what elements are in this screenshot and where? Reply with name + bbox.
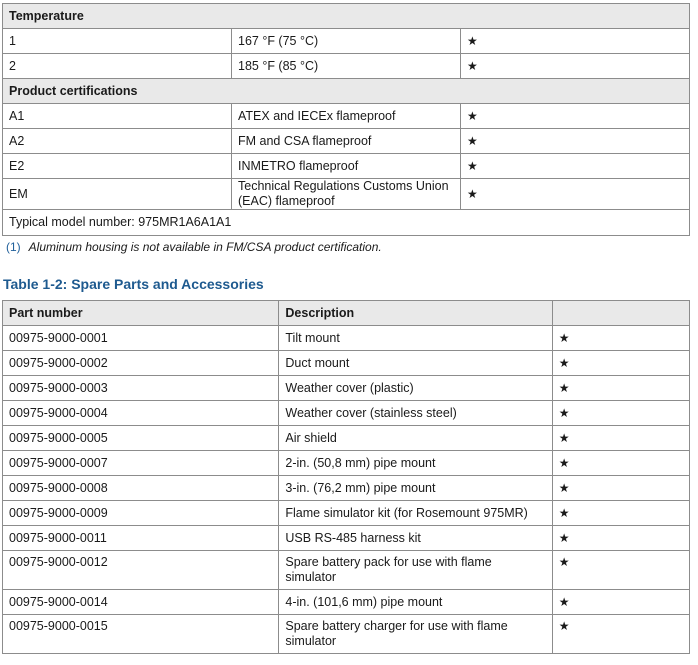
column-header-mark bbox=[552, 301, 689, 326]
part-number: 00975-9000-0001 bbox=[3, 326, 279, 351]
table-row bbox=[3, 551, 690, 590]
spare-parts-table bbox=[2, 300, 690, 654]
part-number: 00975-9000-0014 bbox=[3, 590, 279, 615]
table-row bbox=[3, 376, 690, 401]
table-row bbox=[3, 526, 690, 551]
part-number: 00975-9000-0004 bbox=[3, 401, 279, 426]
part-description: Flame simulator kit (for Rosemount 975MR) bbox=[279, 501, 552, 526]
option-description: FM and CSA flameproof bbox=[232, 129, 461, 154]
table-row bbox=[3, 590, 690, 615]
option-description: Technical Regulations Customs Union (EAC) flameproof bbox=[232, 179, 461, 210]
star-icon: ★ bbox=[552, 376, 689, 401]
typical-model-number: Typical model number: 975MR1A6A1A1 bbox=[3, 210, 690, 236]
table-row bbox=[3, 426, 690, 451]
footnote-number: (1) bbox=[6, 240, 21, 254]
star-icon: ★ bbox=[552, 351, 689, 376]
table-row bbox=[3, 615, 690, 654]
table-row bbox=[3, 54, 690, 79]
star-icon: ★ bbox=[552, 615, 689, 654]
part-description: Weather cover (stainless steel) bbox=[279, 401, 552, 426]
part-description: 4-in. (101,6 mm) pipe mount bbox=[279, 590, 552, 615]
model-options-table bbox=[2, 3, 690, 236]
column-header-part-number: Part number bbox=[3, 301, 279, 326]
column-header-description: Description bbox=[279, 301, 552, 326]
typical-model-row bbox=[3, 210, 690, 236]
section-title: Product certifications bbox=[3, 79, 690, 104]
star-icon: ★ bbox=[461, 154, 690, 179]
table-row bbox=[3, 129, 690, 154]
star-icon: ★ bbox=[552, 476, 689, 501]
table-row bbox=[3, 501, 690, 526]
part-description: Duct mount bbox=[279, 351, 552, 376]
part-number: 00975-9000-0011 bbox=[3, 526, 279, 551]
star-icon: ★ bbox=[461, 54, 690, 79]
part-description: Weather cover (plastic) bbox=[279, 376, 552, 401]
table-row bbox=[3, 476, 690, 501]
table-header-row bbox=[3, 301, 690, 326]
option-code: E2 bbox=[3, 154, 232, 179]
part-number: 00975-9000-0007 bbox=[3, 451, 279, 476]
section-header-certifications bbox=[3, 79, 690, 104]
table-row bbox=[3, 351, 690, 376]
option-code: EM bbox=[3, 179, 232, 210]
option-description: ATEX and IECEx flameproof bbox=[232, 104, 461, 129]
star-icon: ★ bbox=[552, 551, 689, 590]
option-description: 185 °F (85 °C) bbox=[232, 54, 461, 79]
star-icon: ★ bbox=[552, 590, 689, 615]
option-description: 167 °F (75 °C) bbox=[232, 29, 461, 54]
star-icon: ★ bbox=[552, 426, 689, 451]
table-row bbox=[3, 326, 690, 351]
footnote-text: Aluminum housing is not available in FM/CSA product certification. bbox=[28, 240, 382, 254]
option-code: A1 bbox=[3, 104, 232, 129]
part-number: 00975-9000-0015 bbox=[3, 615, 279, 654]
option-code: A2 bbox=[3, 129, 232, 154]
table-row bbox=[3, 154, 690, 179]
table-row bbox=[3, 179, 690, 210]
part-description: Air shield bbox=[279, 426, 552, 451]
option-code: 1 bbox=[3, 29, 232, 54]
part-number: 00975-9000-0009 bbox=[3, 501, 279, 526]
option-description: INMETRO flameproof bbox=[232, 154, 461, 179]
table-row bbox=[3, 104, 690, 129]
part-number: 00975-9000-0012 bbox=[3, 551, 279, 590]
table-row bbox=[3, 401, 690, 426]
part-description: Spare battery charger for use with flame simulator bbox=[279, 615, 552, 654]
table-title: Table 1-2: Spare Parts and Accessories bbox=[3, 276, 264, 292]
part-number: 00975-9000-0005 bbox=[3, 426, 279, 451]
part-description: 3-in. (76,2 mm) pipe mount bbox=[279, 476, 552, 501]
part-number: 00975-9000-0003 bbox=[3, 376, 279, 401]
star-icon: ★ bbox=[552, 526, 689, 551]
section-title: Temperature bbox=[3, 4, 690, 29]
part-number: 00975-9000-0002 bbox=[3, 351, 279, 376]
part-description: 2-in. (50,8 mm) pipe mount bbox=[279, 451, 552, 476]
part-description: Tilt mount bbox=[279, 326, 552, 351]
star-icon: ★ bbox=[552, 401, 689, 426]
footnote bbox=[6, 240, 382, 254]
star-icon: ★ bbox=[461, 179, 690, 210]
star-icon: ★ bbox=[552, 501, 689, 526]
star-icon: ★ bbox=[552, 326, 689, 351]
option-code: 2 bbox=[3, 54, 232, 79]
star-icon: ★ bbox=[461, 104, 690, 129]
star-icon: ★ bbox=[461, 29, 690, 54]
part-number: 00975-9000-0008 bbox=[3, 476, 279, 501]
part-description: USB RS-485 harness kit bbox=[279, 526, 552, 551]
section-header-temperature bbox=[3, 4, 690, 29]
part-description: Spare battery pack for use with flame simulator bbox=[279, 551, 552, 590]
star-icon: ★ bbox=[552, 451, 689, 476]
table-row bbox=[3, 29, 690, 54]
star-icon: ★ bbox=[461, 129, 690, 154]
table-row bbox=[3, 451, 690, 476]
